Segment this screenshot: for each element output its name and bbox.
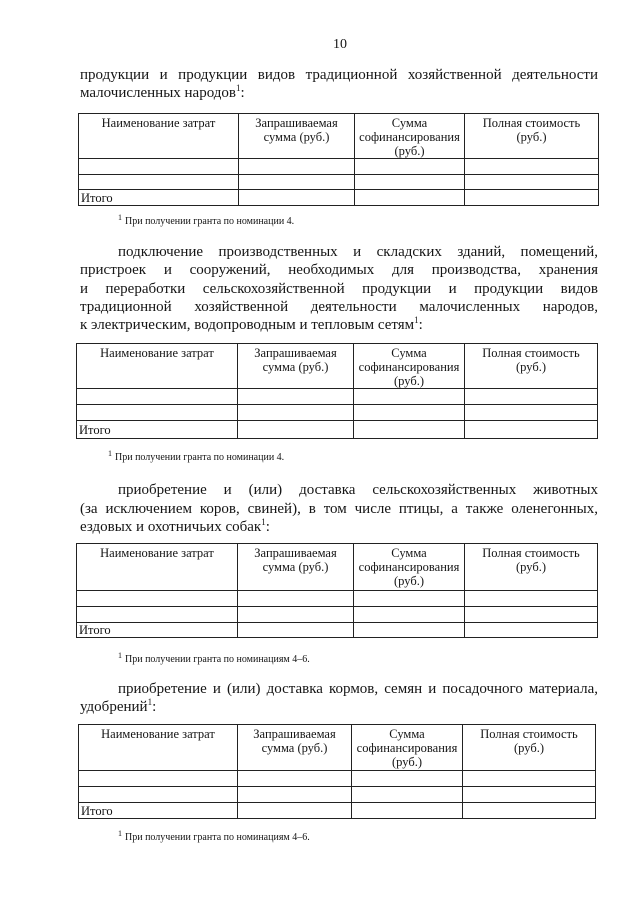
paragraph-tail: : bbox=[265, 519, 270, 535]
header-line: софинансирования bbox=[358, 560, 460, 574]
full-cost-cell bbox=[465, 623, 598, 638]
footnote-mark: 1 bbox=[118, 651, 122, 660]
paragraph-line: приобретение и (или) доставка сельскохозяйственных животных bbox=[118, 482, 598, 498]
full-cost-cell bbox=[465, 591, 598, 607]
table-row bbox=[77, 607, 598, 623]
requested-amount-cell bbox=[238, 607, 354, 623]
cofinancing-cell bbox=[352, 787, 463, 803]
full-cost-cell bbox=[465, 607, 598, 623]
paragraph-line: и переработки сельскохозяйственной продукции и продукции видов bbox=[80, 280, 598, 297]
footnote-text: При получении гранта по номинациям 4–6. bbox=[125, 832, 310, 843]
total-row bbox=[79, 803, 596, 819]
total-label: Итого bbox=[79, 190, 239, 206]
cost-name-cell bbox=[79, 787, 238, 803]
total-label: Итого bbox=[77, 421, 238, 439]
full-cost-cell bbox=[465, 421, 598, 439]
footnote-mark: 1 bbox=[118, 829, 122, 838]
table-header-row bbox=[77, 544, 598, 591]
header-cost-name bbox=[77, 544, 238, 591]
header-line: Наименование затрат bbox=[100, 546, 214, 560]
cofinancing-cell bbox=[355, 159, 465, 175]
footnote-text: При получении гранта по номинации 4. bbox=[115, 452, 285, 463]
cofinancing-cell bbox=[352, 771, 463, 787]
footnote-2 bbox=[108, 449, 285, 464]
requested-amount-cell bbox=[238, 389, 354, 405]
table-row bbox=[79, 159, 599, 175]
header-line: Запрашиваемая bbox=[254, 546, 337, 560]
header-cost-name bbox=[79, 114, 239, 159]
cofinancing-cell bbox=[352, 803, 463, 819]
paragraph-line: пристроек и сооружений, необходимых для производства, хранения bbox=[80, 262, 598, 279]
header-full-cost bbox=[465, 344, 598, 389]
paragraph-last-line bbox=[80, 696, 598, 718]
footnote-text: При получении гранта по номинации 4. bbox=[125, 216, 295, 227]
header-line: сумма (руб.) bbox=[262, 560, 329, 574]
cofinancing-cell bbox=[354, 405, 465, 421]
requested-amount-cell bbox=[238, 623, 354, 638]
header-line: сумма (руб.) bbox=[261, 741, 328, 755]
header-full-cost bbox=[463, 725, 596, 771]
header-requested-amount bbox=[239, 114, 355, 159]
header-line: Наименование затрат bbox=[100, 346, 214, 360]
header-line: (руб.) bbox=[516, 560, 546, 574]
cost-name-cell bbox=[77, 405, 238, 421]
footnote-1 bbox=[118, 213, 295, 228]
total-row bbox=[77, 421, 598, 439]
header-cofinancing-amount bbox=[352, 725, 463, 771]
full-cost-cell bbox=[465, 190, 599, 206]
paragraph-text: удобрений bbox=[80, 698, 148, 715]
paragraph-line: продукции и продукции видов традиционной хозяйственной деятельности bbox=[80, 67, 598, 83]
header-requested-amount bbox=[238, 344, 354, 389]
full-cost-cell bbox=[463, 803, 596, 819]
header-line: (руб.) bbox=[392, 755, 422, 769]
paragraph-4 bbox=[80, 681, 598, 717]
header-line: Запрашиваемая bbox=[255, 116, 338, 130]
header-line: (руб.) bbox=[516, 360, 546, 374]
requested-amount-cell bbox=[238, 787, 352, 803]
header-line: Полная стоимость bbox=[482, 346, 580, 360]
full-cost-cell bbox=[463, 787, 596, 803]
cofinancing-cell bbox=[354, 421, 465, 439]
requested-amount-cell bbox=[238, 405, 354, 421]
header-line: софинансирования bbox=[359, 130, 460, 144]
cost-name-cell bbox=[77, 591, 238, 607]
cofinancing-cell bbox=[354, 607, 465, 623]
paragraph-1 bbox=[80, 66, 598, 103]
paragraph-last-line bbox=[80, 316, 598, 335]
paragraph-line: приобретение и (или) доставка кормов, семян и посадочного материала, bbox=[118, 681, 598, 697]
total-row bbox=[77, 623, 598, 638]
header-line: (руб.) bbox=[394, 574, 424, 588]
header-cost-name bbox=[77, 344, 238, 389]
header-line: Наименование затрат bbox=[101, 116, 216, 130]
cofinancing-cell bbox=[354, 623, 465, 638]
header-line: сумма (руб.) bbox=[262, 360, 329, 374]
header-cofinancing-amount bbox=[354, 544, 465, 591]
paragraph-text: к электрическим, водопроводным и тепловым сетям bbox=[80, 317, 415, 334]
cost-table-1 bbox=[78, 113, 599, 206]
footnote-mark: 1 bbox=[118, 213, 122, 222]
table-row bbox=[77, 389, 598, 405]
header-line: Сумма bbox=[391, 546, 427, 560]
header-line: Наименование затрат bbox=[101, 727, 215, 741]
header-line: Сумма bbox=[391, 346, 427, 360]
full-cost-cell bbox=[465, 405, 598, 421]
full-cost-cell bbox=[465, 159, 599, 175]
header-cost-name bbox=[79, 725, 238, 771]
paragraph-last-line bbox=[80, 84, 598, 103]
table-row bbox=[79, 771, 596, 787]
footnote-text: При получении гранта по номинациям 4–6. bbox=[125, 654, 310, 665]
footnote-reference: 1 bbox=[261, 517, 266, 527]
footnote-3 bbox=[118, 651, 310, 666]
paragraph-tail: : bbox=[152, 698, 157, 715]
cofinancing-cell bbox=[354, 389, 465, 405]
cost-table-3 bbox=[76, 543, 598, 638]
table-header-row bbox=[79, 114, 599, 159]
cost-name-cell bbox=[79, 771, 238, 787]
footnote-reference: 1 bbox=[236, 83, 241, 93]
header-full-cost bbox=[465, 114, 599, 159]
table-header-row bbox=[77, 344, 598, 389]
header-line: сумма (руб.) bbox=[263, 130, 330, 144]
paragraph-text: ездовых и охотничьих собак bbox=[80, 519, 262, 535]
full-cost-cell bbox=[463, 771, 596, 787]
footnote-4 bbox=[118, 829, 310, 844]
cofinancing-cell bbox=[354, 591, 465, 607]
requested-amount-cell bbox=[238, 591, 354, 607]
total-label: Итого bbox=[77, 623, 238, 638]
full-cost-cell bbox=[465, 389, 598, 405]
paragraph-3 bbox=[80, 481, 598, 538]
paragraph-tail: : bbox=[240, 85, 245, 101]
header-line: (руб.) bbox=[394, 374, 424, 388]
header-requested-amount bbox=[238, 725, 352, 771]
header-line: Полная стоимость bbox=[482, 116, 581, 130]
header-line: Полная стоимость bbox=[480, 727, 578, 741]
header-line: (руб.) bbox=[394, 144, 425, 158]
header-full-cost bbox=[465, 544, 598, 591]
header-line: Сумма bbox=[391, 116, 428, 130]
footnote-reference: 1 bbox=[414, 315, 419, 326]
paragraph-line: (за исключением коров, свиней), в том числе птицы, а также оленегонных, bbox=[80, 500, 598, 517]
header-line: (руб.) bbox=[514, 741, 544, 755]
paragraph-text: малочисленных народов bbox=[80, 85, 236, 101]
footnote-reference: 1 bbox=[147, 696, 153, 707]
paragraph-tail: : bbox=[418, 317, 423, 334]
cost-name-cell bbox=[77, 389, 238, 405]
total-label: Итого bbox=[79, 803, 238, 819]
footnote-mark: 1 bbox=[108, 449, 112, 458]
full-cost-cell bbox=[465, 175, 599, 190]
paragraph-2 bbox=[80, 243, 598, 335]
header-line: софинансирования bbox=[356, 741, 458, 755]
requested-amount-cell bbox=[239, 159, 355, 175]
header-line: софинансирования bbox=[358, 360, 460, 374]
table-row bbox=[77, 405, 598, 421]
requested-amount-cell bbox=[238, 803, 352, 819]
cofinancing-cell bbox=[355, 190, 465, 206]
requested-amount-cell bbox=[238, 421, 354, 439]
header-line: Полная стоимость bbox=[482, 546, 580, 560]
total-row bbox=[79, 190, 599, 206]
header-line: Запрашиваемая bbox=[254, 346, 337, 360]
header-cofinancing-amount bbox=[354, 344, 465, 389]
header-cofinancing-amount bbox=[355, 114, 465, 159]
cost-name-cell bbox=[77, 607, 238, 623]
cost-table-4 bbox=[78, 724, 596, 819]
table-header-row bbox=[79, 725, 596, 771]
cost-table-2 bbox=[76, 343, 598, 439]
requested-amount-cell bbox=[239, 175, 355, 190]
header-requested-amount bbox=[238, 544, 354, 591]
header-line: (руб.) bbox=[516, 130, 547, 144]
requested-amount-cell bbox=[239, 190, 355, 206]
page-number: 10 bbox=[333, 37, 347, 52]
table-row bbox=[77, 591, 598, 607]
paragraph-line: традиционной хозяйственной деятельности малочисленных народов, bbox=[80, 298, 598, 315]
paragraph-line: подключение производственных и складских зданий, помещений, bbox=[118, 244, 598, 260]
table-row bbox=[79, 175, 599, 190]
cost-name-cell bbox=[79, 159, 239, 175]
cofinancing-cell bbox=[355, 175, 465, 190]
cost-name-cell bbox=[79, 175, 239, 190]
paragraph-last-line bbox=[80, 518, 598, 538]
requested-amount-cell bbox=[238, 771, 352, 787]
table-row bbox=[79, 787, 596, 803]
header-line: Сумма bbox=[389, 727, 425, 741]
header-line: Запрашиваемая bbox=[253, 727, 336, 741]
